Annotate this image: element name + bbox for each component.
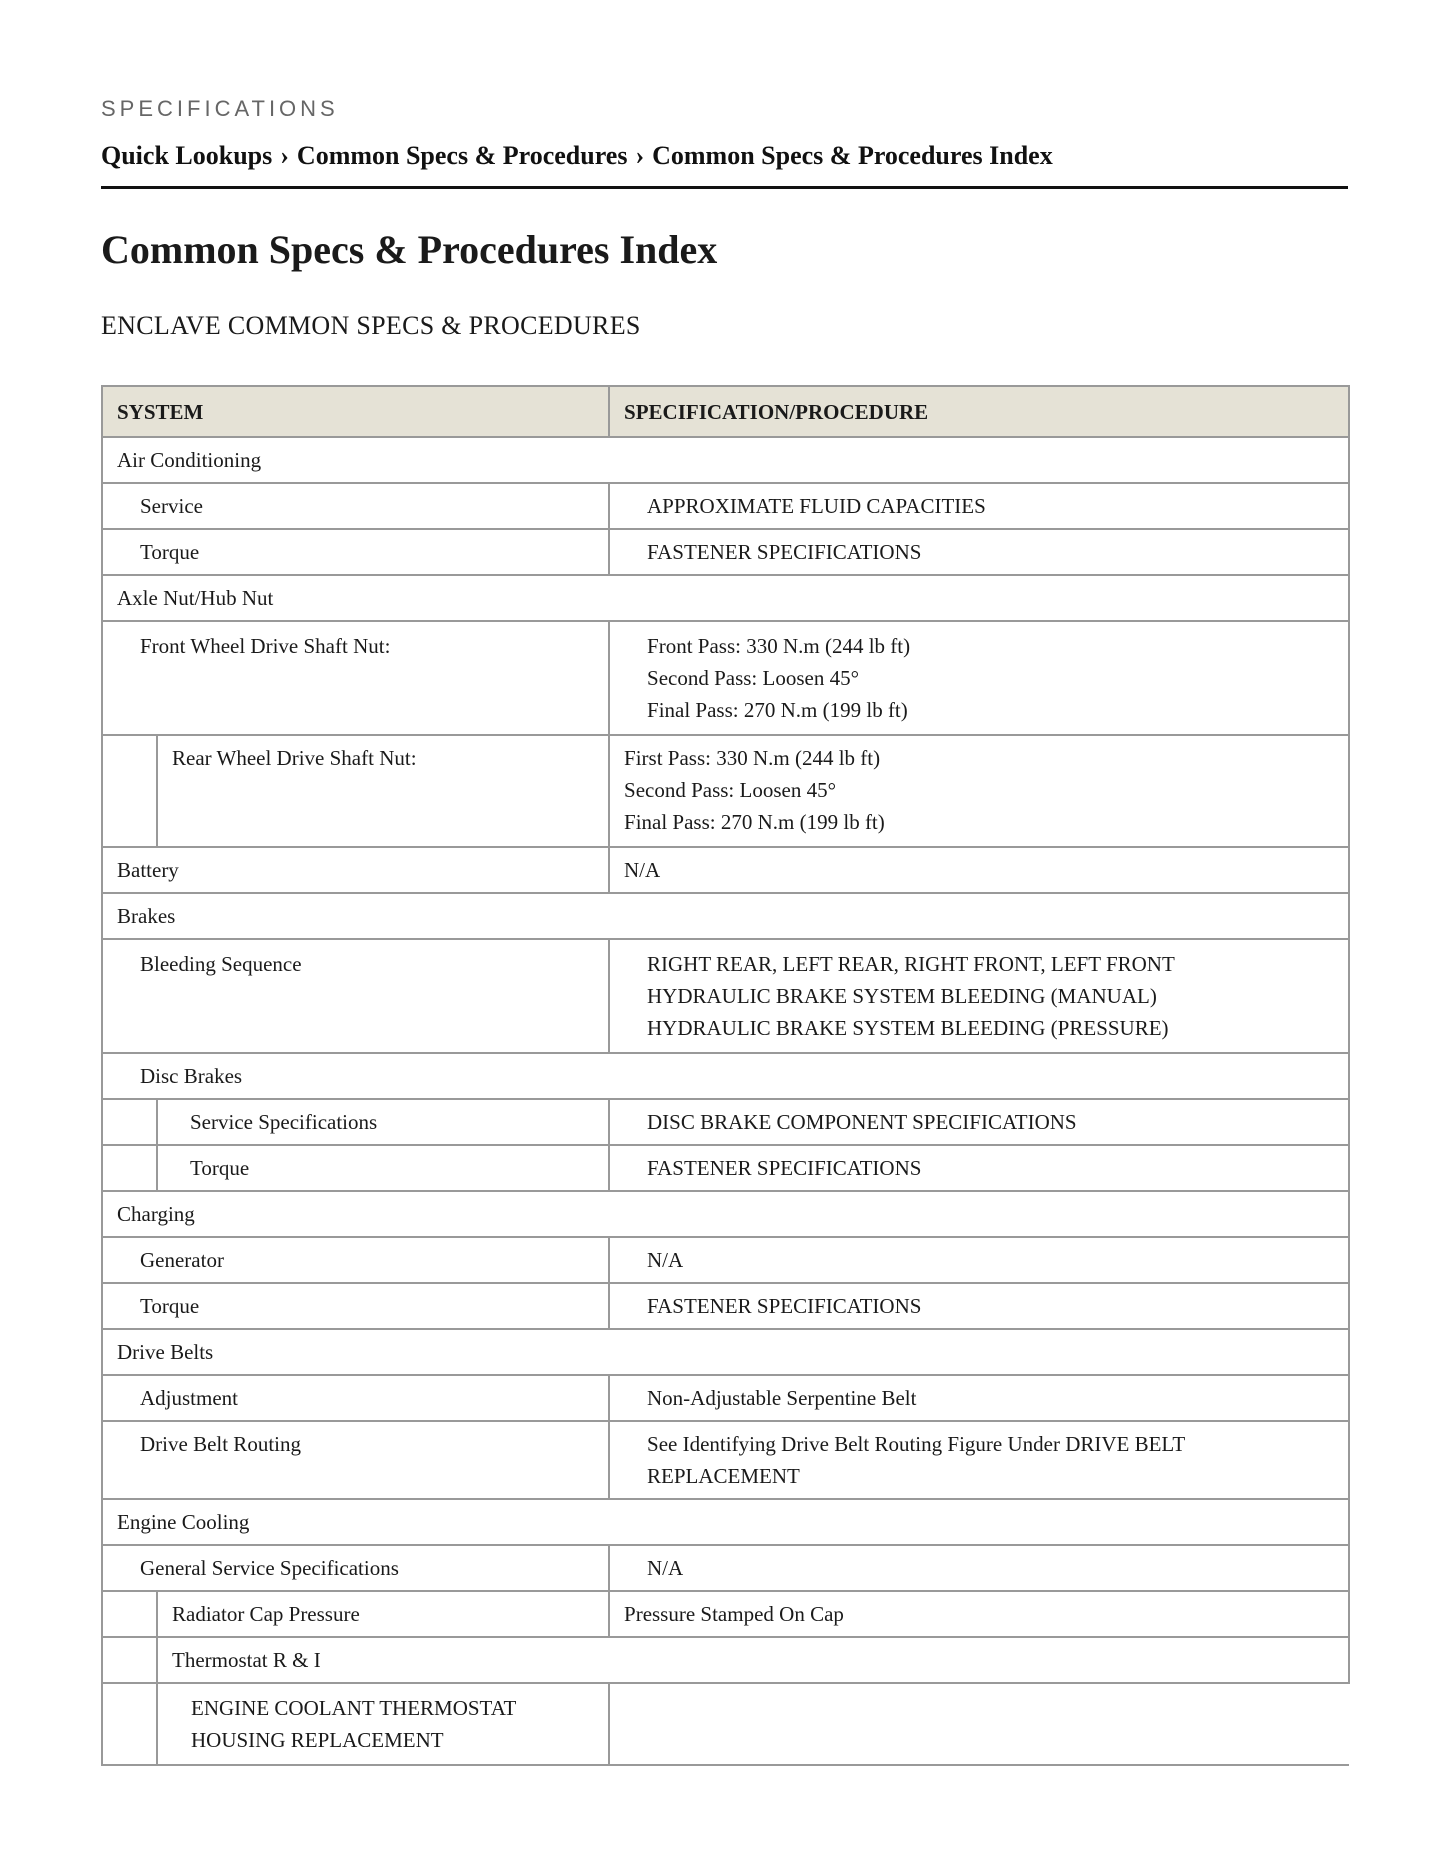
system-cell: Torque	[102, 529, 609, 575]
spec-cell	[609, 939, 1349, 1053]
table-row	[102, 1145, 1349, 1191]
column-header-spec: SPECIFICATION/PROCEDURE	[609, 386, 1349, 437]
system-group-charging: Charging	[102, 1191, 1349, 1237]
indent-cell	[102, 1099, 157, 1145]
table-row	[102, 437, 1349, 483]
page	[101, 94, 1348, 1766]
specs-table	[101, 385, 1350, 1766]
table-row	[102, 1283, 1349, 1329]
table-header-row	[102, 386, 1349, 437]
table-row	[102, 1375, 1349, 1421]
header-divider	[101, 186, 1348, 189]
spec-line: Final Pass: 270 N.m (199 lb ft)	[647, 698, 908, 722]
table-row	[102, 575, 1349, 621]
system-group-disc-brakes: Disc Brakes	[102, 1053, 1349, 1099]
spec-cell: N/A	[609, 1237, 1349, 1283]
table-row	[102, 1191, 1349, 1237]
breadcrumb	[101, 138, 1348, 174]
spec-cell	[609, 735, 1349, 847]
column-header-system: SYSTEM	[102, 386, 609, 437]
spec-line: Final Pass: 270 N.m (199 lb ft)	[624, 810, 885, 834]
spec-line: First Pass: 330 N.m (244 lb ft)	[624, 746, 881, 770]
spec-link[interactable]: HYDRAULIC BRAKE SYSTEM BLEEDING (MANUAL)	[647, 984, 1157, 1008]
breadcrumb-separator: ›	[635, 141, 645, 170]
system-cell: Adjustment	[102, 1375, 609, 1421]
system-cell: Radiator Cap Pressure	[157, 1591, 609, 1637]
system-cell: Service Specifications	[157, 1099, 609, 1145]
system-cell: Rear Wheel Drive Shaft Nut:	[157, 735, 609, 847]
table-row	[102, 1545, 1349, 1591]
spec-link[interactable]: FASTENER SPECIFICATIONS	[609, 529, 1349, 575]
indent-cell	[102, 1683, 157, 1765]
system-group-thermostat: Thermostat R & I	[157, 1637, 1349, 1683]
breadcrumb-common-specs[interactable]: Common Specs & Procedures	[296, 141, 628, 170]
spec-line: Second Pass: Loosen 45°	[647, 666, 859, 690]
page-title: Common Specs & Procedures Index	[101, 227, 718, 272]
system-cell: General Service Specifications	[102, 1545, 609, 1591]
spec-cell-empty	[609, 1683, 1349, 1765]
table-row	[102, 1053, 1349, 1099]
spec-cell: N/A	[609, 1545, 1349, 1591]
table-row	[102, 1591, 1349, 1637]
spec-link[interactable]: DISC BRAKE COMPONENT SPECIFICATIONS	[609, 1099, 1349, 1145]
spec-cell	[609, 621, 1349, 735]
spec-line: See Identifying Drive Belt Routing Figure Under DRIVE BELT	[647, 1432, 1186, 1456]
system-group-drive-belts: Drive Belts	[102, 1329, 1349, 1375]
system-cell: Front Wheel Drive Shaft Nut:	[102, 621, 609, 735]
table-row	[102, 893, 1349, 939]
spec-link[interactable]: REPLACEMENT	[647, 1464, 800, 1488]
table-row	[102, 483, 1349, 529]
spec-cell	[609, 1421, 1349, 1499]
table-row	[102, 847, 1349, 893]
page-subtitle: ENCLAVE COMMON SPECS & PROCEDURES	[101, 311, 641, 340]
indent-cell	[102, 1637, 157, 1683]
breadcrumb-current: Common Specs & Procedures Index	[652, 141, 1053, 170]
table-row	[102, 1099, 1349, 1145]
spec-link[interactable]: FASTENER SPECIFICATIONS	[609, 1145, 1349, 1191]
system-cell: Torque	[157, 1145, 609, 1191]
table-row	[102, 939, 1349, 1053]
table-row	[102, 1329, 1349, 1375]
system-cell: Service	[102, 483, 609, 529]
indent-cell	[102, 735, 157, 847]
table-row	[102, 1499, 1349, 1545]
system-cell: Drive Belt Routing	[102, 1421, 609, 1499]
indent-cell	[102, 1145, 157, 1191]
spec-link[interactable]: FASTENER SPECIFICATIONS	[609, 1283, 1349, 1329]
breadcrumb-quick-lookups[interactable]: Quick Lookups	[101, 141, 273, 170]
system-group-air-conditioning: Air Conditioning	[102, 437, 1349, 483]
spec-line: Second Pass: Loosen 45°	[624, 778, 836, 802]
section-label: SPECIFICATIONS	[101, 96, 339, 121]
spec-link[interactable]: APPROXIMATE FLUID CAPACITIES	[609, 483, 1349, 529]
system-cell: Torque	[102, 1283, 609, 1329]
system-group-engine-cooling: Engine Cooling	[102, 1499, 1349, 1545]
system-cell: Bleeding Sequence	[102, 939, 609, 1053]
table-row	[102, 735, 1349, 847]
procedure-line: HOUSING REPLACEMENT	[191, 1728, 444, 1752]
procedure-line: ENGINE COOLANT THERMOSTAT	[191, 1696, 517, 1720]
spec-cell: Pressure Stamped On Cap	[609, 1591, 1349, 1637]
table-row	[102, 1637, 1349, 1683]
spec-cell: Non-Adjustable Serpentine Belt	[609, 1375, 1349, 1421]
spec-line: Front Pass: 330 N.m (244 lb ft)	[647, 634, 911, 658]
table-row	[102, 1683, 1349, 1765]
spec-cell: N/A	[609, 847, 1349, 893]
system-cell: Generator	[102, 1237, 609, 1283]
table-row	[102, 621, 1349, 735]
spec-line: RIGHT REAR, LEFT REAR, RIGHT FRONT, LEFT FRONT	[647, 952, 1175, 976]
table-row	[102, 529, 1349, 575]
system-cell: Battery	[102, 847, 609, 893]
system-group-brakes: Brakes	[102, 893, 1349, 939]
system-group-axle-nut: Axle Nut/Hub Nut	[102, 575, 1349, 621]
table-row	[102, 1421, 1349, 1499]
indent-cell	[102, 1591, 157, 1637]
procedure-link[interactable]	[157, 1683, 609, 1765]
table-row	[102, 1237, 1349, 1283]
breadcrumb-separator: ›	[280, 141, 289, 170]
spec-link[interactable]: HYDRAULIC BRAKE SYSTEM BLEEDING (PRESSURE)	[647, 1016, 1169, 1040]
